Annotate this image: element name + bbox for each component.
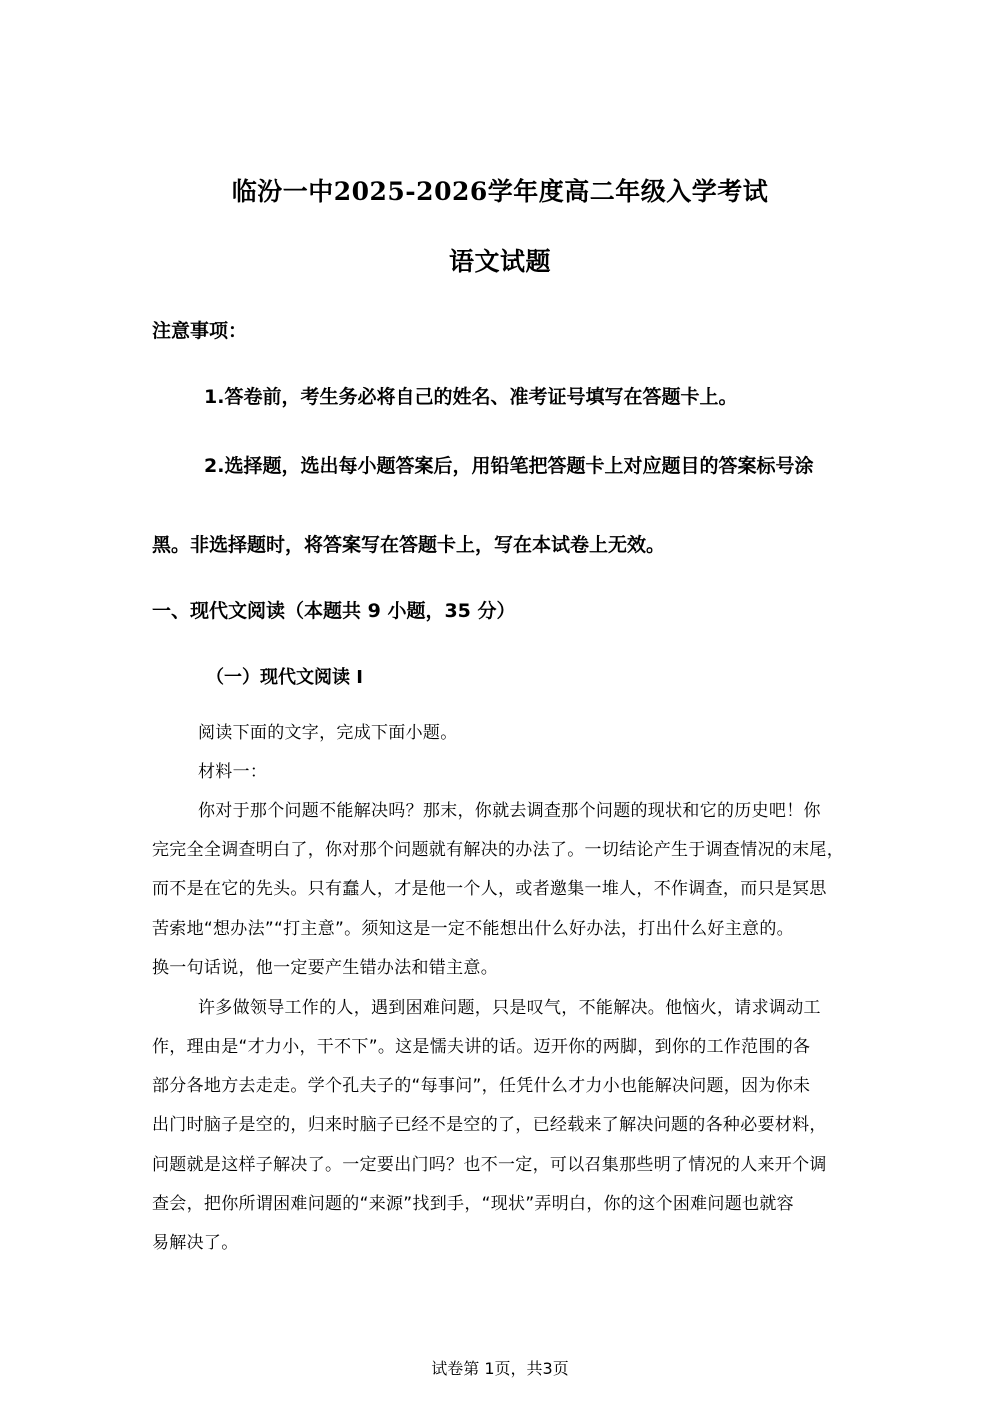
notice-item-2-line-2: 黑。非选择题时，将答案写在答题卡上，写在本试卷上无效。 [152, 534, 666, 556]
passage-line: 查会，把你所谓困难问题的“来源”找到手，“现状”弄明白，你的这个困难问题也就容 [152, 1194, 794, 1214]
passage-line: 问题就是这样子解决了。一定要出门吗？也不一定，可以召集那些明了情况的人来开个调 [152, 1155, 827, 1175]
passage-line: 完完全全调查明白了，你对那个问题就有解决的办法了。一切结论产生于调查情况的末尾， [152, 840, 844, 860]
exam-subtitle: 语文试题 [448, 247, 551, 276]
exam-title: 临汾一中2025-2026学年度高二年级入学考试 [231, 177, 769, 206]
passage-line: 而不是在它的先头。只有蠢人，才是他一个人，或者邀集一堆人，不作调查，而只是冥思 [152, 879, 827, 899]
passage-line: 作，理由是“才力小，干不下”。这是懦夫讲的话。迈开你的两脚，到你的工作范围的各 [152, 1037, 811, 1057]
material-label: 材料一： [198, 762, 268, 782]
notice-item-2-line-1: 2.选择题，选出每小题答案后，用铅笔把答题卡上对应题目的答案标号涂 [204, 455, 814, 477]
reading-instruction: 阅读下面的文字，完成下面小题。 [198, 723, 458, 743]
passage-line: 你对于那个问题不能解决吗？那末，你就去调查那个问题的现状和它的历史吧！你 [198, 801, 821, 821]
notice-heading: 注意事项： [152, 320, 248, 342]
section-subheading: （一）现代文阅读 I [206, 667, 363, 688]
passage-line: 易解决了。 [152, 1233, 239, 1253]
passage-line: 出门时脑子是空的，归来时脑子已经不是空的了，已经载来了解决问题的各种必要材料， [152, 1115, 827, 1135]
passage-line: 苦索地“想办法”“打主意”。须知这是一定不能想出什么好办法，打出什么好主意的。 [152, 919, 794, 939]
section-heading: 一、现代文阅读（本题共 9 小题，35 分） [152, 600, 516, 622]
passage-line: 许多做领导工作的人，遇到困难问题，只是叹气，不能解决。他恼火，请求调动工 [198, 998, 821, 1018]
page-footer: 试卷第 1页，共3页 [431, 1359, 569, 1378]
passage-line: 部分各地方去走走。学个孔夫子的“每事问”，任凭什么才力小也能解决问题，因为你未 [152, 1076, 811, 1096]
passage-line: 换一句话说，他一定要产生错办法和错主意。 [152, 958, 498, 978]
notice-item-1: 1.答卷前，考生务必将自己的姓名、准考证号填写在答题卡上。 [204, 386, 738, 408]
